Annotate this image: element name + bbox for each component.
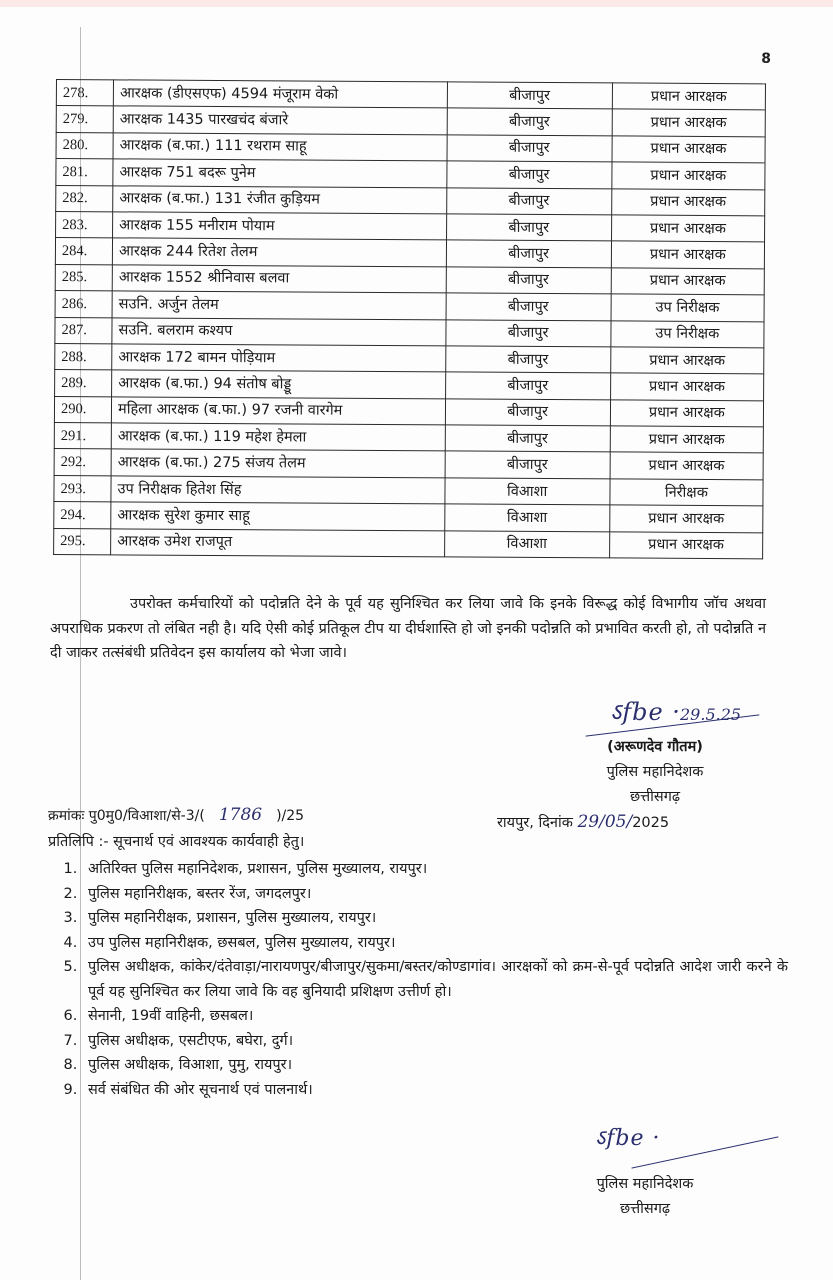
order-prefix: क्रमांकः पु0मु0/विआशा/से-3/( bbox=[48, 808, 205, 824]
copy-list-item: 7. पुलिस अधीक्षक, एसटीएफ, बघेरा, दुर्ग। bbox=[82, 1029, 788, 1054]
serial-cell: 295. bbox=[54, 528, 111, 555]
rank-cell: प्रधान आरक्षक bbox=[610, 373, 763, 400]
copy-list-item: 1. अतिरिक्त पुलिस महानिदेशक, प्रशासन, पुलिस मुख्यालय, रायपुर। bbox=[82, 857, 788, 882]
serial-cell: 278. bbox=[56, 80, 113, 107]
district-cell: बीजापुर bbox=[446, 187, 611, 214]
order-number-handwritten: 1786 bbox=[218, 805, 263, 825]
rank-cell: प्रधान आरक्षक bbox=[610, 426, 763, 453]
copy-list-item: 9. सर्व संबंधित की ओर सूचनार्थ एवं पालनार्थ। bbox=[82, 1078, 788, 1103]
signature-date: 29.5.25 bbox=[680, 705, 742, 724]
rank-cell: प्रधान आरक्षक bbox=[610, 347, 763, 374]
district-cell: विआशा bbox=[444, 504, 609, 531]
name-cell: आरक्षक (ब.फा.) 131 रंजीत कुड़ियम bbox=[113, 185, 447, 213]
name-cell: आरक्षक 1552 श्रीनिवास बलवा bbox=[112, 265, 446, 293]
name-cell: आरक्षक 244 रितेश तेलम bbox=[112, 238, 446, 266]
district-cell: बीजापुर bbox=[447, 108, 612, 135]
serial-cell: 286. bbox=[55, 291, 112, 318]
serial-cell: 287. bbox=[55, 317, 112, 344]
officer-designation: पुलिस महानिदेशक bbox=[596, 1176, 694, 1192]
district-cell: बीजापुर bbox=[447, 135, 612, 162]
officer-state: छत्तीसगढ़ bbox=[619, 1201, 671, 1217]
rank-cell: प्रधान आरक्षक bbox=[611, 268, 764, 295]
officer-block-primary bbox=[540, 735, 770, 810]
serial-cell: 292. bbox=[54, 449, 111, 476]
district-cell: विआशा bbox=[444, 478, 609, 505]
district-cell: बीजापुर bbox=[445, 399, 610, 426]
name-cell: आरक्षक (ब.फा.) 119 महेश हेमला bbox=[111, 423, 445, 451]
rank-cell: प्रधान आरक्षक bbox=[612, 83, 765, 110]
copy-list-item: 5. पुलिस अधीक्षक, कांकेर/दंतेवाड़ा/नारायणपुर/बीजापुर/सुकमा/बस्तर/कोण्डागांव। आरक्षकों को क्रम-से-पूर्व पदोन्नति आदेश जारी करने के पूर्व यह सुनिश्चित कर लिया जावे कि वह बुनियादी प्रशिक्षण उत्तीर्ण हो। bbox=[82, 955, 788, 1004]
name-cell: सउनि. बलराम कश्यप bbox=[112, 317, 446, 345]
serial-cell: 288. bbox=[55, 343, 112, 370]
name-cell: आरक्षक (ब.फा.) 94 संतोष बोड्डू bbox=[112, 370, 446, 398]
copy-list-item: 8. पुलिस अधीक्षक, विआशा, पुमु, रायपुर। bbox=[82, 1053, 788, 1078]
copy-heading: प्रतिलिपि :- सूचनार्थ एवं आवश्यक कार्यवाही हेतु। bbox=[48, 834, 305, 850]
promotion-table bbox=[53, 79, 766, 559]
order-suffix: )/25 bbox=[276, 808, 305, 824]
district-cell: बीजापुर bbox=[446, 214, 611, 241]
rank-cell: प्रधान आरक्षक bbox=[611, 188, 764, 215]
district-cell: बीजापुर bbox=[446, 267, 611, 294]
serial-cell: 285. bbox=[55, 264, 112, 291]
serial-cell: 281. bbox=[56, 159, 113, 186]
copy-list-item: 6. सेनानी, 19वीं वाहिनी, छसबल। bbox=[82, 1004, 788, 1029]
signature-block-secondary bbox=[585, 1122, 785, 1162]
officer-designation: पुलिस महानिदेशक bbox=[606, 764, 704, 780]
serial-cell: 283. bbox=[56, 211, 113, 238]
name-cell: आरक्षक (ब.फा.) 275 संजय तेलम bbox=[111, 449, 445, 477]
rank-cell: प्रधान आरक्षक bbox=[612, 109, 765, 136]
serial-cell: 282. bbox=[56, 185, 113, 212]
place-label: रायपुर, दिनांक bbox=[497, 815, 573, 831]
name-cell: आरक्षक सुरेश कुमार साहू bbox=[111, 502, 445, 530]
district-cell: बीजापुर bbox=[446, 293, 611, 320]
district-cell: बीजापुर bbox=[445, 451, 610, 478]
top-strip bbox=[0, 0, 833, 7]
date-handwritten: 29/05/ bbox=[577, 812, 633, 832]
serial-cell: 293. bbox=[54, 475, 111, 502]
order-number bbox=[48, 805, 304, 825]
signature-scribble: ऽfbe · bbox=[610, 698, 681, 726]
officer-name: (अरूणदेव गौतम) bbox=[607, 739, 703, 755]
serial-cell: 280. bbox=[56, 132, 113, 159]
name-cell: सउनि. अर्जुन तेलम bbox=[112, 291, 446, 319]
copy-list bbox=[60, 857, 788, 1102]
district-cell: बीजापुर bbox=[445, 425, 610, 452]
serial-cell: 291. bbox=[54, 423, 111, 450]
serial-cell: 289. bbox=[55, 370, 112, 397]
name-cell: महिला आरक्षक (ब.फा.) 97 रजनी वारगेम bbox=[111, 397, 445, 425]
district-cell: विआशा bbox=[444, 531, 609, 558]
name-cell: आरक्षक 172 बामन पोड़ियाम bbox=[112, 344, 446, 372]
rank-cell: प्रधान आरक्षक bbox=[610, 505, 763, 532]
district-cell: बीजापुर bbox=[445, 346, 610, 373]
instruction-paragraph: उपरोक्त कर्मचारियों को पदोन्नति देने के पूर्व यह सुनिश्चित कर लिया जावे कि इनके विरूद्ध कोई विभागीय जॉच अथवा अपराधिक प्रकरण तो लंबित नही है। यदि ऐसी कोई प्रतिकूल टीप या दीर्घशास्ति हो जो इनकी पदोन्नति को प्रभावित करती हो, तो पदोन्नति न दी जाकर तत्संबंधी प्रतिवेदन इस कार्यालय को भेजा जावे। bbox=[50, 596, 766, 661]
copy-list-item: 4. उप पुलिस महानिरीक्षक, छसबल, पुलिस मुख्यालय, रायपुर। bbox=[82, 931, 788, 956]
rank-cell: उप निरीक्षक bbox=[611, 294, 764, 321]
serial-cell: 284. bbox=[55, 238, 112, 265]
district-cell: बीजापुर bbox=[445, 372, 610, 399]
name-cell: आरक्षक 751 बदरू पुनेम bbox=[113, 159, 447, 187]
name-cell: आरक्षक 1435 पारखचंद बंजारे bbox=[113, 106, 447, 134]
page-number: 8 bbox=[761, 51, 771, 67]
rank-cell: प्रधान आरक्षक bbox=[612, 136, 765, 163]
officer-state: छत्तीसगढ़ bbox=[629, 789, 681, 805]
table-row bbox=[54, 528, 763, 559]
rank-cell: प्रधान आरक्षक bbox=[612, 162, 765, 189]
serial-cell: 294. bbox=[54, 502, 111, 529]
officer-block-secondary bbox=[560, 1172, 730, 1222]
signature-scribble: ऽfbe · bbox=[595, 1126, 661, 1151]
copy-list-item: 2. पुलिस महानिरीक्षक, बस्तर रेंज, जगदलपुर। bbox=[82, 882, 788, 907]
rank-cell: निरीक्षक bbox=[610, 479, 763, 506]
rank-cell: उप निरीक्षक bbox=[611, 320, 764, 347]
rank-cell: प्रधान आरक्षक bbox=[611, 215, 764, 242]
rank-cell: प्रधान आरक्षक bbox=[610, 400, 763, 427]
serial-cell: 290. bbox=[54, 396, 111, 423]
place-date bbox=[497, 812, 669, 832]
copy-list-item: 3. पुलिस महानिरीक्षक, प्रशासन, पुलिस मुख्यालय, रायपुर। bbox=[82, 906, 788, 931]
district-cell: बीजापुर bbox=[446, 240, 611, 267]
district-cell: बीजापुर bbox=[447, 82, 612, 109]
name-cell: आरक्षक उमेश राजपूत bbox=[111, 528, 445, 556]
name-cell: आरक्षक (ब.फा.) 111 रथराम साहू bbox=[113, 133, 447, 161]
district-cell: बीजापुर bbox=[445, 319, 610, 346]
serial-cell: 279. bbox=[56, 106, 113, 133]
rank-cell: प्रधान आरक्षक bbox=[611, 241, 764, 268]
rank-cell: प्रधान आरक्षक bbox=[610, 452, 763, 479]
name-cell: आरक्षक (डीएसएफ) 4594 मंजूराम वेको bbox=[113, 80, 447, 108]
district-cell: बीजापुर bbox=[446, 161, 611, 188]
rank-cell: प्रधान आरक्षक bbox=[609, 532, 762, 559]
date-year: 2025 bbox=[632, 815, 670, 831]
name-cell: आरक्षक 155 मनीराम पोयाम bbox=[113, 212, 447, 240]
name-cell: उप निरीक्षक हितेश सिंह bbox=[111, 476, 445, 504]
